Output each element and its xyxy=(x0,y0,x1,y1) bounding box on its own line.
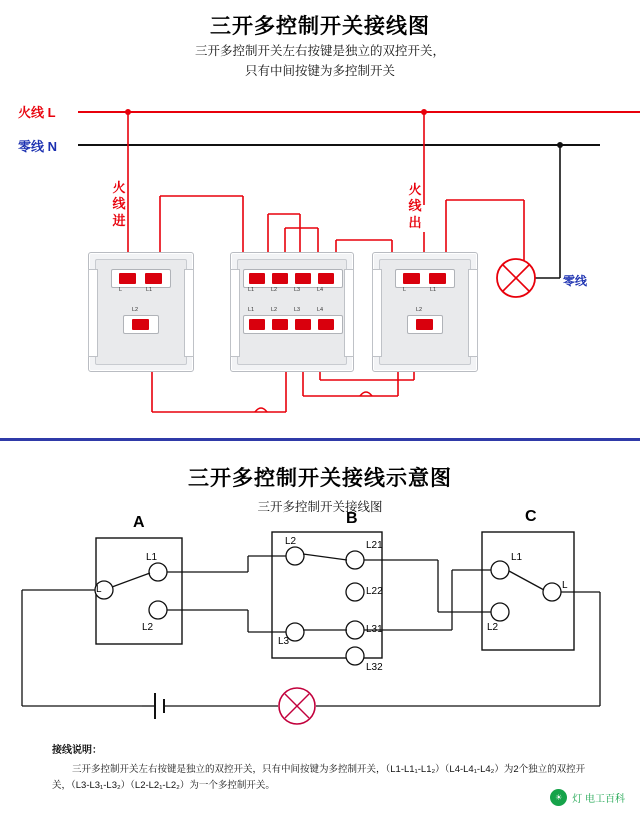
live-out-char-0: 火 xyxy=(408,182,422,197)
left-switch-screw-left xyxy=(88,269,98,357)
bottom-title: 三开多控制开关接线示意图 xyxy=(188,467,452,490)
terminal-L-right[interactable] xyxy=(403,273,420,284)
mid-bottom-label-2: L3 xyxy=(294,307,301,313)
right-switch-module[interactable] xyxy=(372,252,478,372)
terminal-L2-right[interactable] xyxy=(416,319,433,330)
mid-bottom-label-1: L2 xyxy=(271,307,278,313)
live-in-char-1: 线 xyxy=(112,196,126,212)
lamp-icon: ☀ xyxy=(550,789,567,806)
middle-switch-screw-left xyxy=(230,269,240,357)
left-bottom-label-0: L2 xyxy=(132,307,139,313)
right-top-label-0: L xyxy=(403,287,407,293)
mid-bottom-label-0: L1 xyxy=(248,307,255,313)
box-label-a: A xyxy=(133,514,145,531)
terminal-L2-bottom[interactable] xyxy=(272,319,288,330)
watermark-text: 灯 电工百科 xyxy=(572,794,625,805)
b-terminal-label-l3: L3 xyxy=(278,636,290,647)
left-top-label-0: L xyxy=(119,287,123,293)
terminal-L2-top[interactable] xyxy=(272,273,288,284)
terminal-L4-top[interactable] xyxy=(318,273,334,284)
neutral-line-label: 零线 N xyxy=(18,139,58,154)
note-body: 三开多控制开关左右按键是独立的双控开关，只有中间按键为多控制开关，（L1-L1₁-L1₂）（L4-L4₁-L4₂）为2个独立的双控开关，（L3-L3₁-L3₂）（L2-L2₁-L2₂）为一个多控制开关。 xyxy=(52,764,586,792)
top-subtitle-line1: 三开多控制开关左右按键是独立的双控开关， xyxy=(194,44,445,58)
c-terminal-label-l1: L1 xyxy=(511,552,523,563)
left-switch-screw-right xyxy=(184,269,194,357)
right-switch-screw-right xyxy=(468,269,478,357)
middle-switch-module[interactable] xyxy=(230,252,354,372)
terminal-L[interactable] xyxy=(119,273,136,284)
b-terminal-label-l32: L32 xyxy=(366,662,383,673)
mid-bottom-label-3: L4 xyxy=(317,307,324,313)
live-in-label xyxy=(112,180,126,229)
right-top-label-1: L1 xyxy=(430,287,437,293)
live-out-char-2: 出 xyxy=(408,214,422,230)
terminal-L3-top[interactable] xyxy=(295,273,311,284)
middle-switch-screw-right xyxy=(344,269,354,357)
mid-top-label-2: L3 xyxy=(294,287,301,293)
bottom-diagram-panel xyxy=(0,440,640,815)
box-label-b: B xyxy=(346,510,358,527)
right-switch-screw-left xyxy=(372,269,382,357)
middle-switch-top-terminal-row[interactable] xyxy=(243,269,343,288)
middle-switch-bottom-terminal-row[interactable] xyxy=(243,315,343,334)
terminal-L2[interactable] xyxy=(132,319,149,330)
live-in-char-0: 火 xyxy=(112,180,126,195)
top-subtitle-line2: 只有中间按键为多控制开关 xyxy=(244,64,395,78)
c-terminal-label-l: L xyxy=(562,580,568,591)
terminal-L3-bottom[interactable] xyxy=(295,319,311,330)
bottom-subtitle: 三开多控制开关接线图 xyxy=(257,500,383,514)
right-switch-bottom-terminal-row[interactable] xyxy=(407,315,443,334)
note-title-text: 接线说明： xyxy=(52,745,102,756)
b-terminal-label-l31: L31 xyxy=(366,624,383,635)
mid-top-label-0: L1 xyxy=(248,287,255,293)
neutral-lamp-label: 零线 xyxy=(563,274,588,288)
terminal-L1-right[interactable] xyxy=(429,273,446,284)
terminal-L1[interactable] xyxy=(145,273,162,284)
terminal-L1-bottom[interactable] xyxy=(249,319,265,330)
left-top-label-1: L1 xyxy=(146,287,153,293)
mid-top-label-1: L2 xyxy=(271,287,278,293)
right-bottom-label-0: L2 xyxy=(416,307,423,313)
terminal-L1-top[interactable] xyxy=(249,273,265,284)
box-label-c: C xyxy=(525,508,537,525)
left-switch-bottom-terminal-row[interactable] xyxy=(123,315,159,334)
b-terminal-label-l2: L2 xyxy=(285,536,297,547)
b-terminal-label-l22: L22 xyxy=(366,586,383,597)
note-title xyxy=(52,742,592,759)
left-switch-top-terminal-row[interactable] xyxy=(111,269,171,288)
top-title: 三开多控制开关接线图 xyxy=(210,15,430,38)
a-terminal-label-l2: L2 xyxy=(142,622,154,633)
c-terminal-label-l2: L2 xyxy=(487,622,499,633)
live-in-char-2: 进 xyxy=(112,212,126,228)
watermark xyxy=(546,786,632,809)
live-out-label xyxy=(408,182,422,231)
right-switch-top-terminal-row[interactable] xyxy=(395,269,455,288)
left-switch-module[interactable] xyxy=(88,252,194,372)
mid-top-label-3: L4 xyxy=(317,287,324,293)
a-terminal-label-l: L xyxy=(96,584,102,595)
live-out-char-1: 线 xyxy=(408,198,422,214)
b-terminal-label-l21: L21 xyxy=(366,540,383,551)
a-terminal-label-l1: L1 xyxy=(146,552,158,563)
live-line-label: 火线 L xyxy=(18,105,56,120)
terminal-L4-bottom[interactable] xyxy=(318,319,334,330)
